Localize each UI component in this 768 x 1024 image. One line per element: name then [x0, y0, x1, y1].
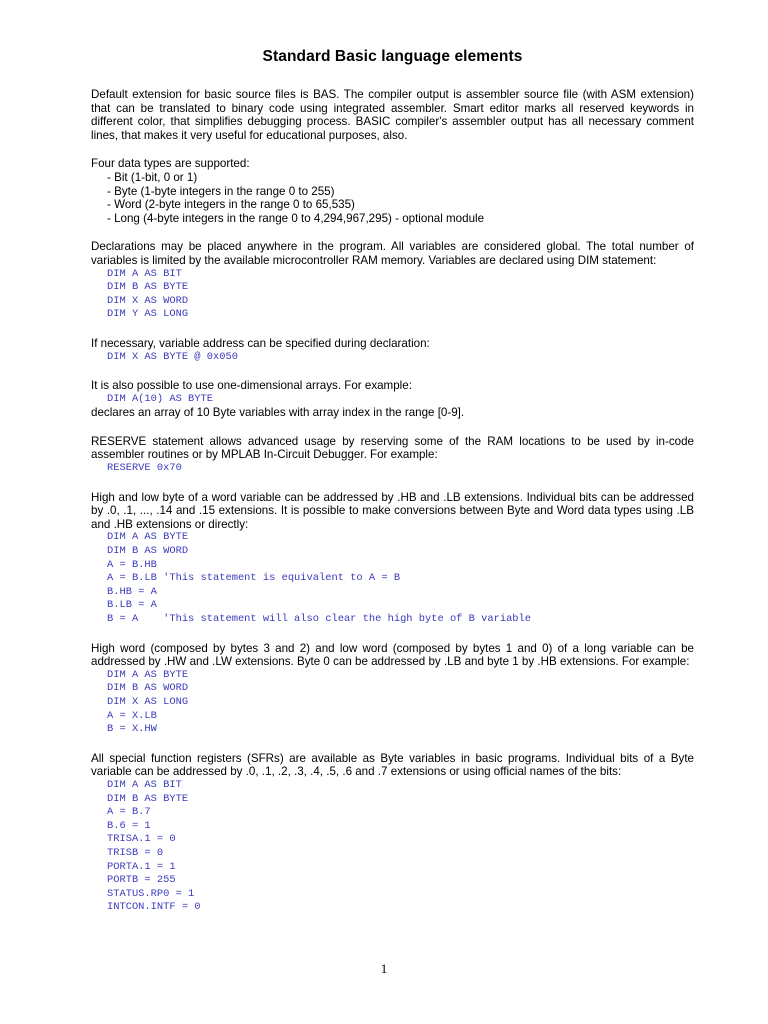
code-block: DIM A AS BYTE DIM B AS WORD DIM X AS LONG A = X.LB B = X.HW [107, 668, 189, 736]
long-words-section [91, 642, 694, 737]
code-block: DIM X AS BYTE @ 0x050 [107, 350, 238, 363]
list-item: - Byte (1-byte integers in the range 0 to 255) [107, 184, 335, 198]
reserve-section [91, 435, 694, 476]
document-page [91, 46, 694, 930]
page-number: 1 [380, 961, 388, 976]
code-block: DIM A AS BIT DIM B AS BYTE A = B.7 B.6 = 1 TRISA.1 = 0 TRISB = 0 PORTA.1 = 1 PORTB = 255 STATUS.RP0 = 1 INTCON.INTF = 0 [107, 778, 201, 914]
datatypes-heading: Four data types are supported: [91, 157, 250, 171]
list-item: - Bit (1-bit, 0 or 1) [107, 170, 198, 184]
address-section [91, 337, 694, 364]
list-item: - Long (4-byte integers in the range 0 to 4,294,967,295) - optional module [107, 211, 485, 225]
arrays-paragraph: It is also possible to use one-dimensional arrays. For example: [91, 379, 412, 393]
intro-section [91, 88, 694, 142]
arrays-after-paragraph: declares an array of 10 Byte variables with array index in the range [0-9]. [91, 406, 465, 420]
declarations-section [91, 240, 694, 322]
code-block: RESERVE 0x70 [107, 462, 182, 475]
long-words-paragraph: High word (composed by bytes 3 and 2) and low word (composed by bytes 1 and 0) of a long variable can be addressed by .HW and .LW extensions. Byte 0 can be addressed by .LB and byte 1 by .HB extensions. For example: [91, 641, 694, 669]
word-bytes-section [91, 491, 694, 627]
code-block: DIM A AS BIT DIM B AS BYTE DIM X AS WORD DIM Y AS LONG [107, 267, 189, 321]
page-title: Standard Basic language elements [262, 48, 523, 65]
address-paragraph: If necessary, variable address can be specified during declaration: [91, 336, 430, 350]
sfr-paragraph: All special function registers (SFRs) are available as Byte variables in basic programs. Individual bits of a Byte variable can be addressed by .0, .1, .2, .3, .4, .5, .6 and .7 extensions or using official names of the bits: [91, 751, 694, 779]
code-block: DIM A(10) AS BYTE [107, 392, 214, 405]
reserve-paragraph: RESERVE statement allows advanced usage by reserving some of the RAM locations to be used by in-code assembler routines or by MPLAB In-Circuit Debugger. For example: [91, 434, 694, 462]
list-item: - Word (2-byte integers in the range 0 to 65,535) [107, 198, 355, 212]
declarations-paragraph: Declarations may be placed anywhere in the program. All variables are considered global. The total number of variables is limited by the available microcontroller RAM memory. Variables are declared using DIM statement: [91, 240, 694, 267]
datatypes-section [91, 157, 694, 225]
sfr-section [91, 752, 694, 915]
word-bytes-paragraph: High and low byte of a word variable can be addressed by .HB and .LB extensions. Individual bits can be addressed by .0, .1, ..., .14 and .15 extensions. It is possible to make conversions between Byte and Word data types using .LB and .HB extensions or directly: [91, 490, 694, 531]
intro-paragraph: Default extension for basic source files is BAS. The compiler output is assembler source file (with ASM extension) that can be translated to binary code using integrated assembler. Smart editor marks all reserved keywords in different color, that simplifies debugging process. BASIC compiler's assembler output has all necessary comment lines, that makes it very useful for educational purposes, also. [91, 88, 694, 142]
arrays-section [91, 379, 694, 420]
code-block: DIM A AS BYTE DIM B AS WORD A = B.HB A = B.LB 'This statement is equivalent to A = B B.HB = A B.LB = A B = A 'This statement will also clear the high byte of B variable [107, 531, 532, 625]
datatypes-list [91, 171, 694, 225]
